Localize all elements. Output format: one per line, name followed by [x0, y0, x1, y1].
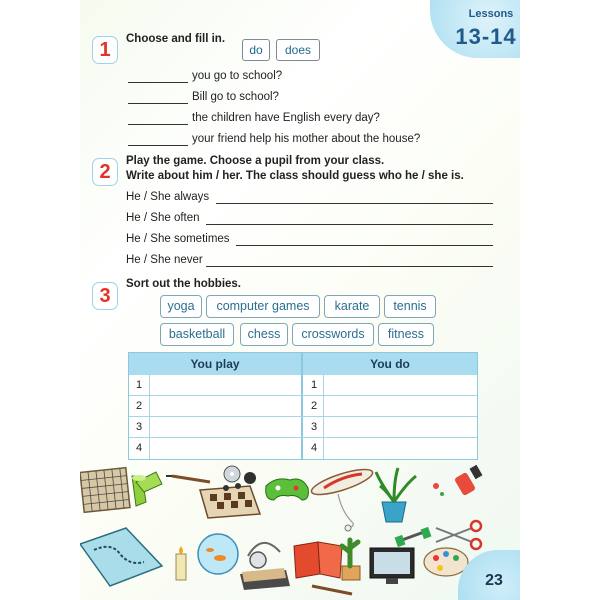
- prompt-sometimes: He / She sometimes: [126, 233, 230, 245]
- computer-monitor-icon: [370, 548, 414, 584]
- exercise-2-instruction-line1: Play the game. Choose a pupil from your class.: [126, 155, 385, 167]
- fish-bowl-icon: [198, 534, 238, 574]
- prompt-always: He / She always: [126, 191, 210, 203]
- prompt-often: He / She often: [126, 212, 200, 224]
- row-line: [129, 395, 477, 396]
- cactus-icon: [342, 540, 360, 580]
- board-game-icon: [80, 528, 162, 586]
- lessons-label: Lessons: [468, 8, 514, 20]
- option-does: does: [276, 39, 320, 61]
- num-col-divider-left: [149, 375, 150, 459]
- crossword-grid-icon: [80, 468, 130, 513]
- lessons-range: 13-14: [455, 24, 517, 49]
- pen-icon: [166, 476, 210, 482]
- row-number-right-1: 1: [310, 379, 318, 391]
- row-number-left-4: 4: [135, 442, 143, 454]
- disc-icon: [224, 466, 256, 484]
- exercise-2-instruction-line2: Write about him / her. The class should guess who he / she is.: [126, 170, 464, 182]
- exercise-3-instruction: Sort out the hobbies.: [126, 278, 241, 290]
- exercise-1-instruction: Choose and fill in.: [126, 33, 226, 45]
- hobby-computer-games[interactable]: computer games: [206, 295, 320, 318]
- column-header-you-play: You play: [129, 353, 301, 375]
- row-number-right-2: 2: [310, 400, 318, 412]
- pencil-icon: [312, 586, 352, 594]
- row-number-right-3: 3: [310, 421, 318, 433]
- table-divider: [301, 353, 303, 459]
- nail-polish-icon: [454, 465, 483, 496]
- answer-blank-1[interactable]: [128, 82, 188, 83]
- exercise-3-number: 3: [92, 282, 118, 310]
- sentence-4: your friend help his mother about the house?: [192, 133, 421, 145]
- row-number-left-1: 1: [135, 379, 143, 391]
- watering-can-icon: [132, 472, 162, 506]
- write-line-never[interactable]: [206, 266, 493, 267]
- open-book-icon: [294, 542, 342, 578]
- game-controller-icon: [266, 479, 309, 500]
- hobby-objects-illustration: [80, 462, 520, 600]
- bead-icon: [440, 492, 444, 496]
- answer-blank-2[interactable]: [128, 103, 188, 104]
- hobby-fitness[interactable]: fitness: [378, 323, 434, 346]
- chess-board-icon: [200, 483, 260, 518]
- potted-plant-icon: [376, 468, 416, 522]
- write-line-always[interactable]: [216, 203, 493, 204]
- row-number-right-4: 4: [310, 442, 318, 454]
- sentence-1: you go to school?: [192, 70, 283, 82]
- num-col-divider-right: [323, 375, 324, 459]
- option-do: do: [242, 39, 270, 61]
- hobby-tennis[interactable]: tennis: [384, 295, 436, 318]
- workbook-page: [80, 0, 520, 600]
- hobby-chess[interactable]: chess: [240, 323, 288, 346]
- row-number-left-2: 2: [135, 400, 143, 412]
- answer-blank-3[interactable]: [128, 124, 188, 125]
- sentence-2: Bill go to school?: [192, 91, 279, 103]
- exercise-2-number: 2: [92, 158, 118, 186]
- skateboard-icon: [309, 465, 375, 500]
- answer-blank-4[interactable]: [128, 145, 188, 146]
- hobby-basketball[interactable]: basketball: [160, 323, 234, 346]
- hobby-karate[interactable]: karate: [324, 295, 380, 318]
- exercise-1-number: 1: [92, 36, 118, 64]
- scissors-icon: [436, 521, 481, 549]
- hobby-yoga[interactable]: yoga: [160, 295, 202, 318]
- column-header-you-do: You do: [303, 353, 477, 375]
- earphones-icon: [338, 494, 353, 531]
- candle-icon: [176, 546, 186, 580]
- hobby-crosswords[interactable]: crosswords: [292, 323, 374, 346]
- row-line: [129, 437, 477, 438]
- sentence-3: the children have English every day?: [192, 112, 380, 124]
- write-line-sometimes[interactable]: [236, 245, 493, 246]
- prompt-never: He / She never: [126, 254, 203, 266]
- bead-icon: [433, 483, 439, 489]
- row-number-left-3: 3: [135, 421, 143, 433]
- book-icon: [240, 568, 290, 590]
- write-line-often[interactable]: [206, 224, 493, 225]
- sort-table: [128, 352, 478, 460]
- dumbbell-icon: [395, 527, 432, 547]
- headphones-icon: [248, 543, 280, 568]
- page-number: 23: [485, 572, 503, 589]
- row-line: [129, 416, 477, 417]
